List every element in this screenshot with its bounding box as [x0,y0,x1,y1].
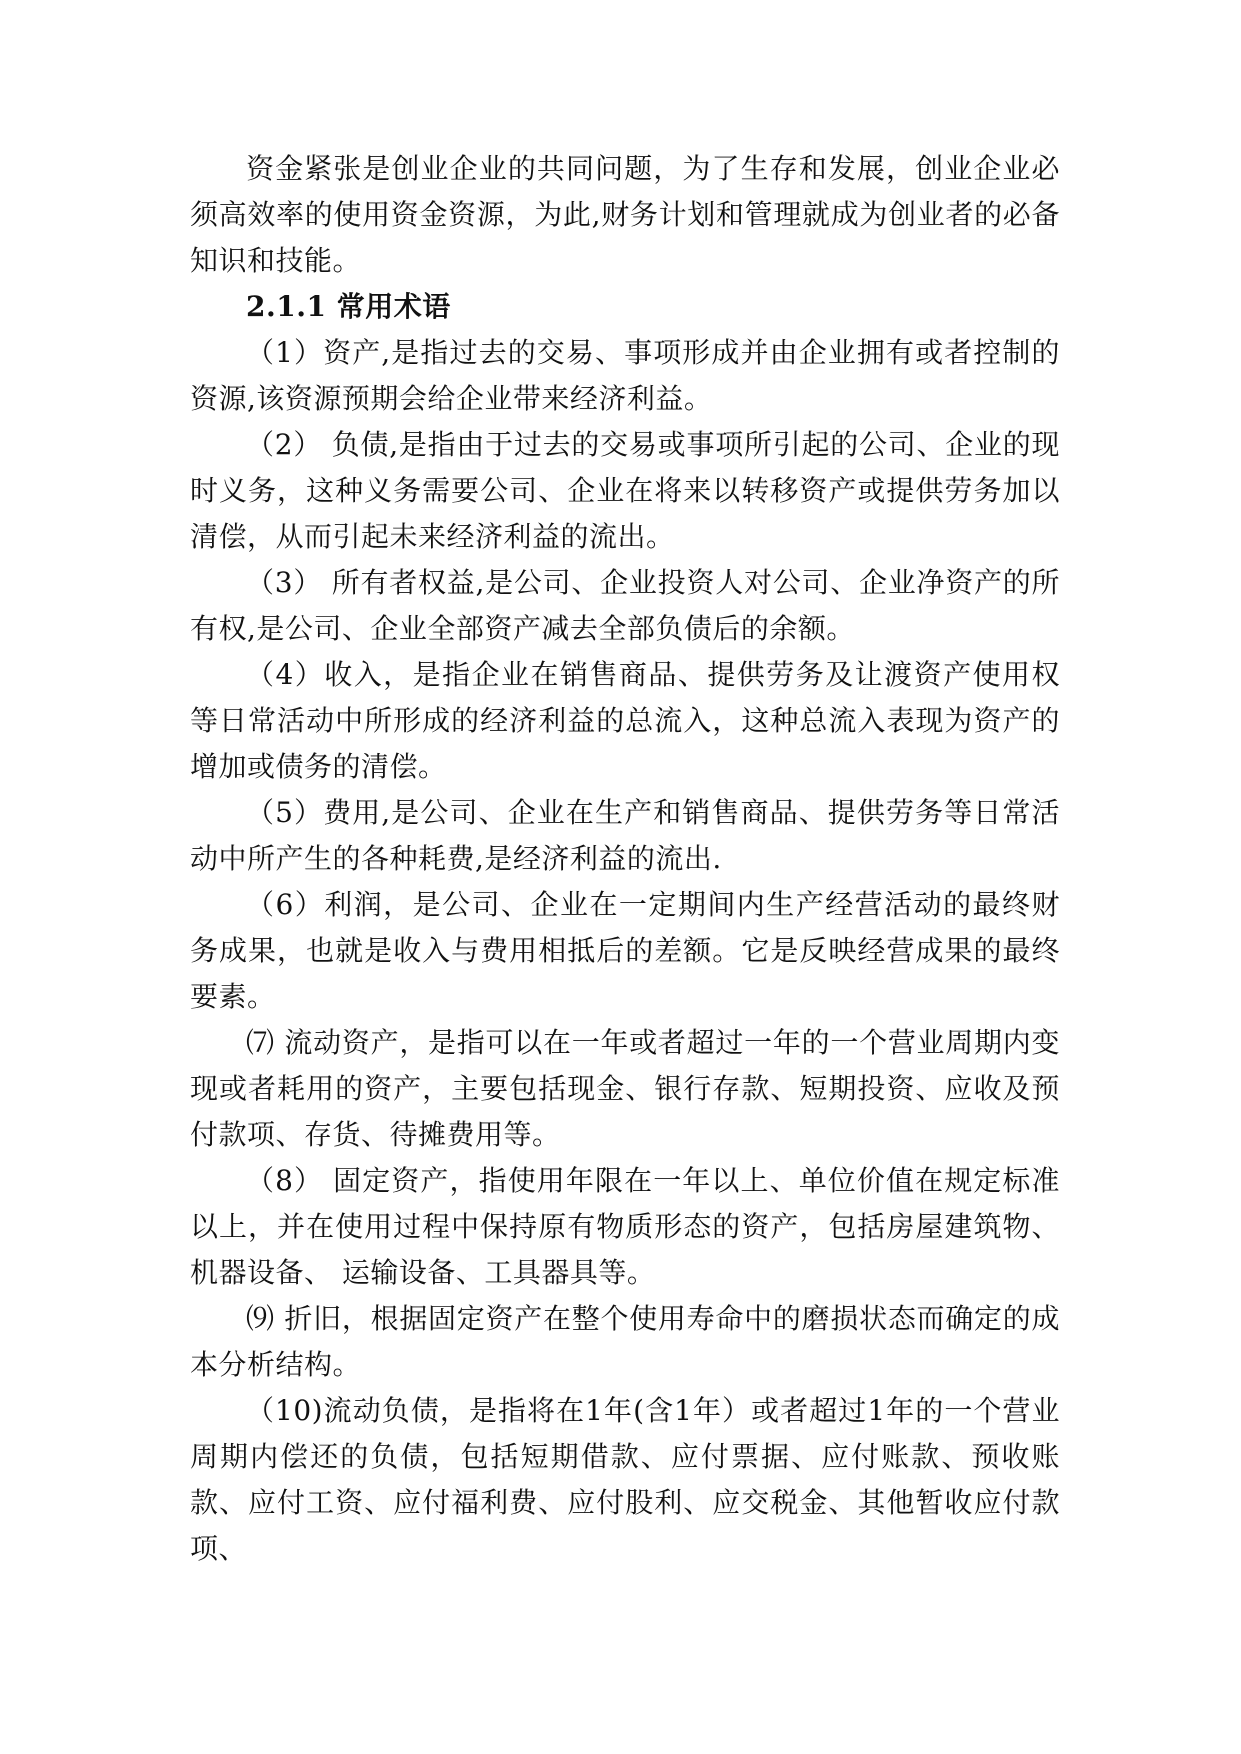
term-depreciation: ⑼ 折旧，根据固定资产在整个使用寿命中的磨损状态而确定的成本分析结构。 [190,1302,1060,1381]
term-liabilities: （2） 负债,是指由于过去的交易或事项所引起的公司、企业的现时义务，这种义务需要公司、企业在将来以转移资产或提供劳务加以清偿，从而引起未来经济利益的流出。 [190,428,1060,553]
term-current-assets: ⑺ 流动资产，是指可以在一年或者超过一年的一个营业周期内变现或者耗用的资产，主要包括现金、银行存款、短期投资、应收及预付款项、存货、待摊费用等。 [190,1026,1060,1151]
term-profit: （6）利润，是公司、企业在一定期间内生产经营活动的最终财务成果，也就是收入与费用相抵后的差额。它是反映经营成果的最终要素。 [190,888,1060,1013]
term-current-liabilities: （10)流动负债，是指将在1年(含1年）或者超过1年的一个营业周期内偿还的负债，包括短期借款、应付票据、应付账款、预收账款、应付工资、应付福利费、应付股利、应交税金、其他暂收应付款项、 [190,1394,1060,1565]
term-fixed-assets: （8） 固定资产，指使用年限在一年以上、单位价值在规定标准以上，并在使用过程中保持原有物质形态的资产，包括房屋建筑物、机器设备、 运输设备、工具器具等。 [190,1164,1060,1289]
section-heading: 2.1.1 常用术语 [246,290,451,323]
term-expenses: （5）费用,是公司、企业在生产和销售商品、提供劳务等日常活动中所产生的各种耗费,是经济利益的流出. [190,796,1060,875]
document-body [190,146,1060,1572]
term-assets: （1）资产,是指过去的交易、事项形成并由企业拥有或者控制的资源,该资源预期会给企业带来经济利益。 [190,336,1060,415]
term-revenue: （4）收入，是指企业在销售商品、提供劳务及让渡资产使用权等日常活动中所形成的经济利益的总流入，这种总流入表现为资产的增加或债务的清偿。 [190,658,1060,783]
intro-paragraph: 资金紧张是创业企业的共同问题，为了生存和发展，创业企业必须高效率的使用资金资源，为此,财务计划和管理就成为创业者的必备知识和技能。 [190,152,1060,277]
term-owners-equity: （3） 所有者权益,是公司、企业投资人对公司、企业净资产的所有权,是公司、企业全部资产减去全部负债后的余额。 [190,566,1060,645]
